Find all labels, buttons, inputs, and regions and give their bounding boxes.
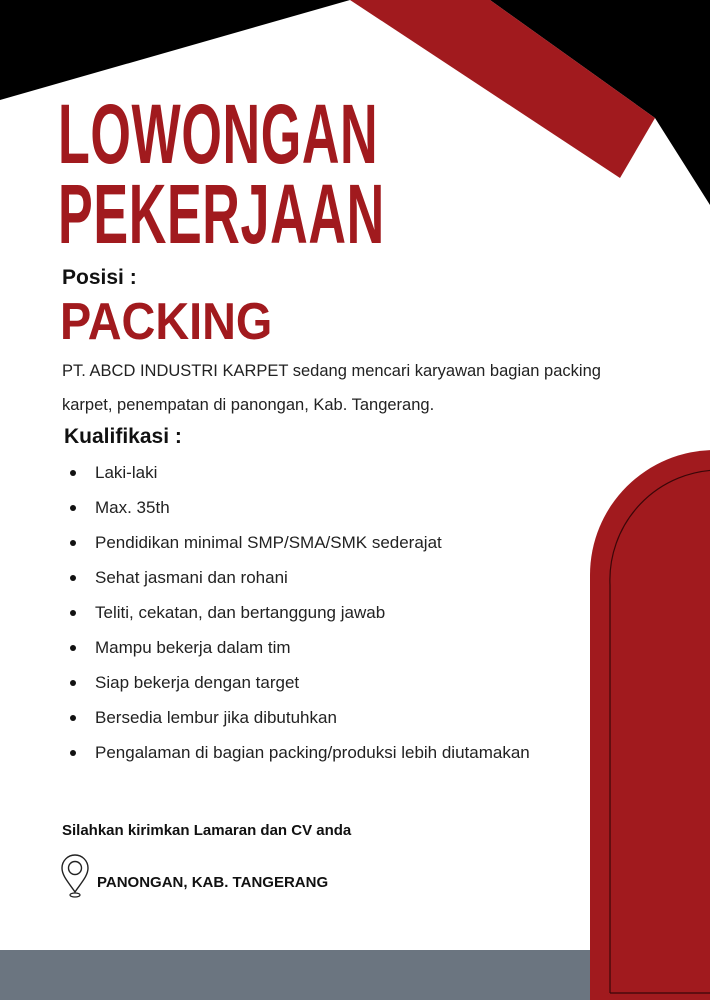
bullet-icon: [70, 540, 76, 546]
black-corner-left: [0, 0, 350, 100]
list-item-text: Siap bekerja dengan target: [95, 673, 300, 692]
list-item-text: Mampu bekerja dalam tim: [95, 638, 291, 657]
list-item-text: Pendidikan minimal SMP/SMA/SMK sederajat: [95, 533, 442, 552]
list-item-text: Pengalaman di bagian packing/produksi lebih diutamakan: [95, 743, 530, 762]
title-line-2: PEKERJAAN: [58, 167, 385, 261]
list-item-text: Teliti, cekatan, dan bertanggung jawab: [95, 603, 386, 622]
list-item: [66, 595, 556, 630]
title-line-1: LOWONGAN: [58, 87, 379, 181]
qualifications-list: [66, 455, 556, 770]
list-item-text: Max. 35th: [95, 498, 170, 517]
bullet-icon: [70, 575, 76, 581]
job-description: PT. ABCD INDUSTRI KARPET sedang mencari karyawan bagian packing karpet, penempatan di panongan, Kab. Tangerang.: [62, 362, 601, 414]
bullet-icon: [70, 470, 76, 476]
list-item: [66, 455, 556, 490]
list-item: [66, 735, 556, 770]
map-pin-icon: [58, 852, 92, 902]
bullet-icon: [70, 645, 76, 651]
list-item: [66, 525, 556, 560]
position-label: Posisi :: [62, 266, 137, 289]
list-item: [66, 560, 556, 595]
list-item: [66, 490, 556, 525]
list-item: [66, 630, 556, 665]
list-item-text: Sehat jasmani dan rohani: [95, 568, 288, 587]
list-item-text: Bersedia lembur jika dibutuhkan: [95, 708, 337, 727]
red-arch: [590, 450, 710, 1000]
bullet-icon: [70, 680, 76, 686]
position-name: PACKING: [60, 293, 273, 351]
bullet-icon: [70, 610, 76, 616]
qualifications-heading: Kualifikasi :: [64, 425, 182, 448]
list-item: [66, 665, 556, 700]
bullet-icon: [70, 505, 76, 511]
call-to-action: Silahkan kirimkan Lamaran dan CV anda: [62, 822, 352, 839]
list-item-text: Laki-laki: [95, 463, 158, 482]
location-text: PANONGAN, KAB. TANGERANG: [97, 874, 329, 891]
bullet-icon: [70, 750, 76, 756]
list-item: [66, 700, 556, 735]
bullet-icon: [70, 715, 76, 721]
